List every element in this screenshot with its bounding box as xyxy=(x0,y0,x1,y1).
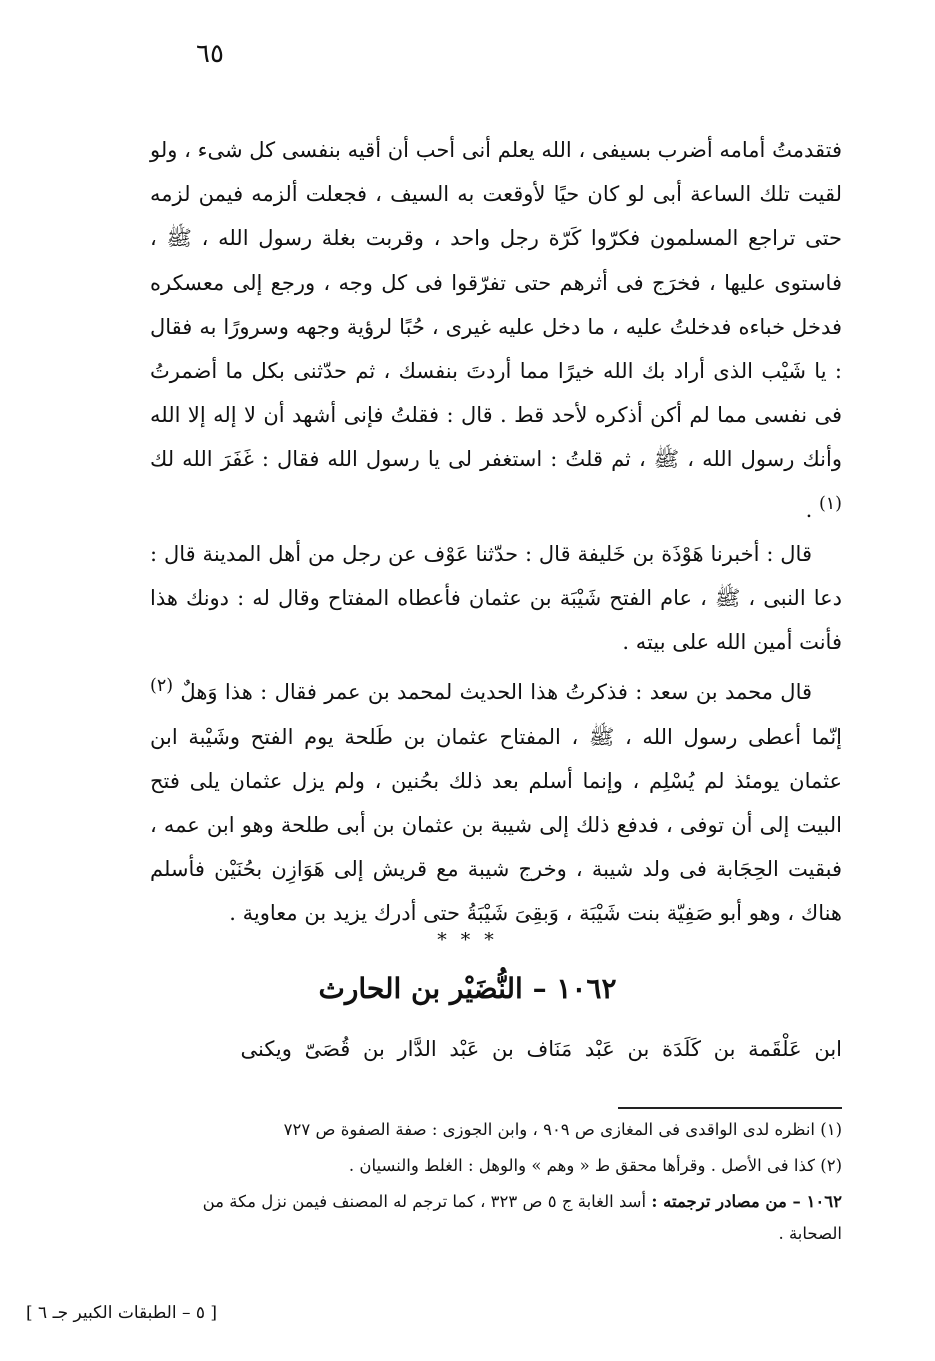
entry-first-line: ابن عَلْقَمة بن كَلَدَة بن عَبْد مَنَاف بن عَبْد الدَّار بن قُصَىّ ويكنى xyxy=(240,1037,842,1061)
footnote-sources xyxy=(150,1186,842,1250)
footnote-marker-1: (١) xyxy=(818,493,842,514)
running-footer: [ ٥ – الطبقات الكبير جـ ٦ ] xyxy=(26,1303,218,1323)
paragraph-1 xyxy=(150,128,842,532)
section-separator: * * * xyxy=(437,929,498,951)
footnote-sources-label: ١٠٦٢ – من مصادر ترجمته : xyxy=(651,1192,842,1211)
paragraph-2: قال : أخبرنا هَوْذَة بن خَليفة قال : حدّثنا عَوْف عن رجل من أهل المدينة قال : دعا النبى ، ﷺ ، عام الفتح شَيْبَة بن عثمان فأعطاه المفتاح وقال له : دونك هذا فأنت أمين الله على بيته . xyxy=(150,541,842,655)
footnotes xyxy=(150,1112,842,1250)
paragraph-1-text: فتقدمتُ أمامه أضرب بسيفى ، الله يعلم أنى أحب أن أقيه بنفسى كل شىء ، ولو لقيت تلك الساعة أبى لو كان حيًا لأوقعت به السيف ، فجعلت ألزمه فيمن لزمه حتى تراجع المسلمون فكرّوا كَرّة رجل واحد ، وقربت بغلة رسول الله ، ﷺ ، فاستوى عليها ، فخرَج فى أثرهم حتى تفرّقوا فى كل وجه ، ورجع إلى معسكره فدخل خباءه فدخلتُ عليه ، ما دخل عليه غيرى ، حُبًا لرؤية وجهه وسرورًا به فقال : يا شَيْب الذى أراد بك الله خيرًا مما أردتَ بنفسك ، ثم حدّثنى بكل ما أضمرتُ فى نفسى مما لم أكن أذكره لأحد قط . قال : فقلتُ فإنى أشهد أن لا إله إلا الله وأنك رسول الله ، ﷺ ، ثم قلتُ : استغفر لى يا رسول الله فقال : غَفَرَ الله لك xyxy=(150,138,843,472)
entry-heading: ١٠٦٢ – النُّضَيْر بن الحارث xyxy=(318,972,617,1005)
paragraph-3 xyxy=(150,664,842,935)
paragraph-3-rest: إنّما أعطى رسول الله ، ﷺ ، المفتاح عثمان بن طَلحة يوم الفتح وشَيْبة ابن عثمان يومئذ لم يُسْلِم ، وإنما أسلم بعد ذلك بحُنين ، ولم يزل عثمان يلى فتح البيت إلى أن توفى ، فدفع ذلك إلى شيبة بن عثمان بن أبى طلحة وهو ابن عمه ، فبقيت الحِجَابة فى ولد شيبة ، وخرج شيبة مع قريش إلى هَوَازِن بحُنَيْن فأسلم هناك ، وهو أبو صَفِيّة بنت شَيْبَة ، وَبقِىَ شَيْبَةُ حتى أدرك يزيد بن معاوية . xyxy=(150,724,842,926)
page-number: ٦٥ xyxy=(196,39,224,69)
footnote-2: (٢) كذا فى الأصل . وقرأها محقق ط « وهم » والوهل : الغلط والنسيان . xyxy=(348,1156,842,1175)
footnote-sources-text: أسد الغابة ج ٥ ص ٣٢٣ ، كما ترجم له المصنف فيمن نزل مكة من الصحابة . xyxy=(202,1192,842,1243)
footnote-divider xyxy=(618,1107,842,1109)
paragraph-1-end: . xyxy=(805,497,819,522)
footnote-1: (١) انظره لدى الواقدى فى المغازى ص ٩٠٩ ، وابن الجوزى : صفة الصفوة ص ٧٢٧ xyxy=(283,1120,842,1139)
paragraph-3-start: قال محمد بن سعد : فذكرتُ هذا الحديث لمحمد بن عمر فقال : هذا وَهلٌ xyxy=(180,680,812,705)
body-text xyxy=(150,128,842,936)
footnote-marker-2: (٢) xyxy=(150,676,174,697)
